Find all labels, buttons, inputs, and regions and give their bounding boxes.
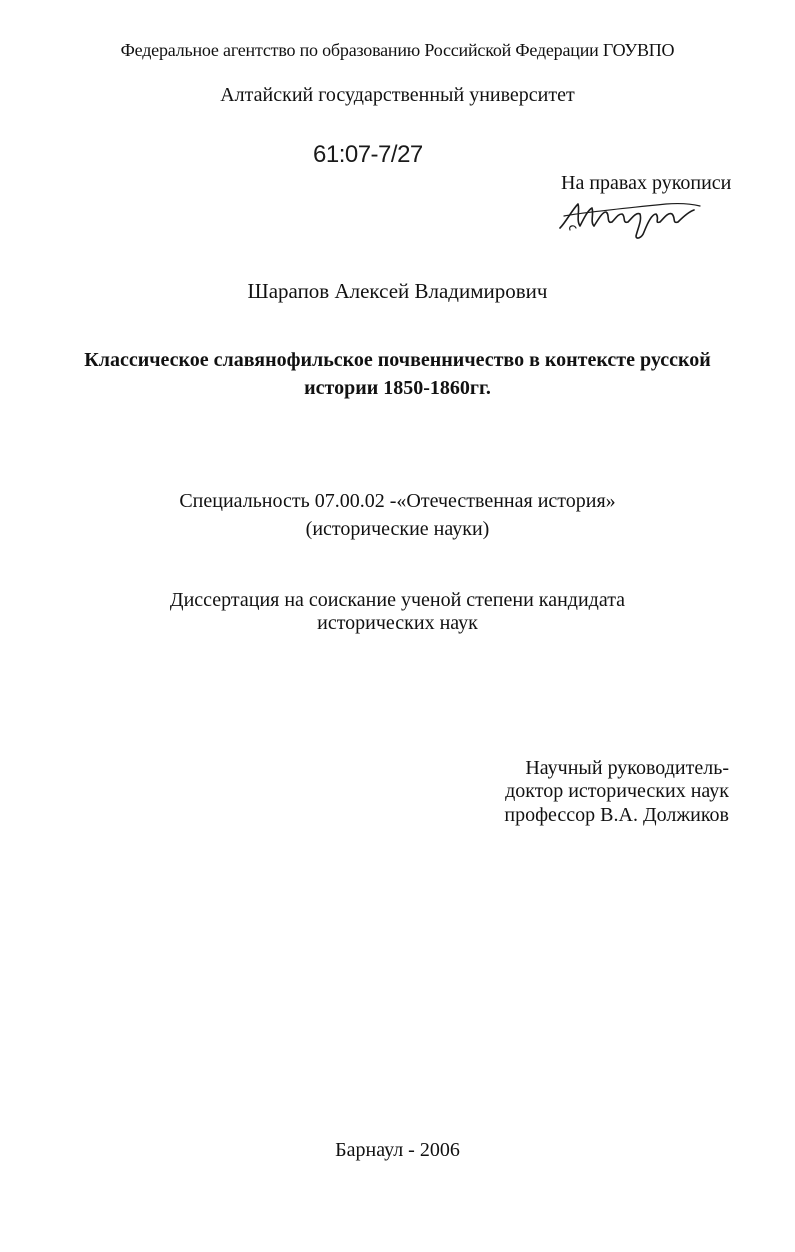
- place-and-year: Барнаул - 2006: [335, 1139, 460, 1161]
- dissertation-title-line-1: Классическое славянофильское почвенничество в контексте русской: [84, 349, 711, 371]
- handwritten-signature: [556, 192, 706, 242]
- advisor-name: профессор В.А. Должиков: [504, 804, 729, 826]
- advisor-degree: доктор исторических наук: [505, 780, 729, 802]
- signature-stroke-3: [570, 226, 576, 230]
- author-name: Шарапов Алексей Владимирович: [247, 279, 548, 303]
- specialty-line: Специальность 07.00.02 -«Отечественная история»: [179, 490, 616, 512]
- manuscript-rights-note: На правах рукописи: [561, 172, 732, 194]
- signature-stroke-1: [560, 204, 694, 238]
- degree-statement-line-2: исторических наук: [317, 612, 478, 634]
- degree-statement-line-1: Диссертация на соискание ученой степени кандидата: [169, 589, 626, 611]
- signature-stroke-2: [564, 204, 700, 216]
- university-name: Алтайский государственный университет: [220, 84, 575, 106]
- agency-header: Федеральное агентство по образованию Российской Федерации ГОУВПО: [120, 40, 675, 60]
- advisor-role: Научный руководитель-: [525, 757, 729, 779]
- catalog-code-stamp: 61:07-7/27: [313, 141, 423, 168]
- dissertation-title-line-2: истории 1850-1860гг.: [304, 377, 491, 399]
- specialty-branch: (исторические науки): [305, 518, 490, 540]
